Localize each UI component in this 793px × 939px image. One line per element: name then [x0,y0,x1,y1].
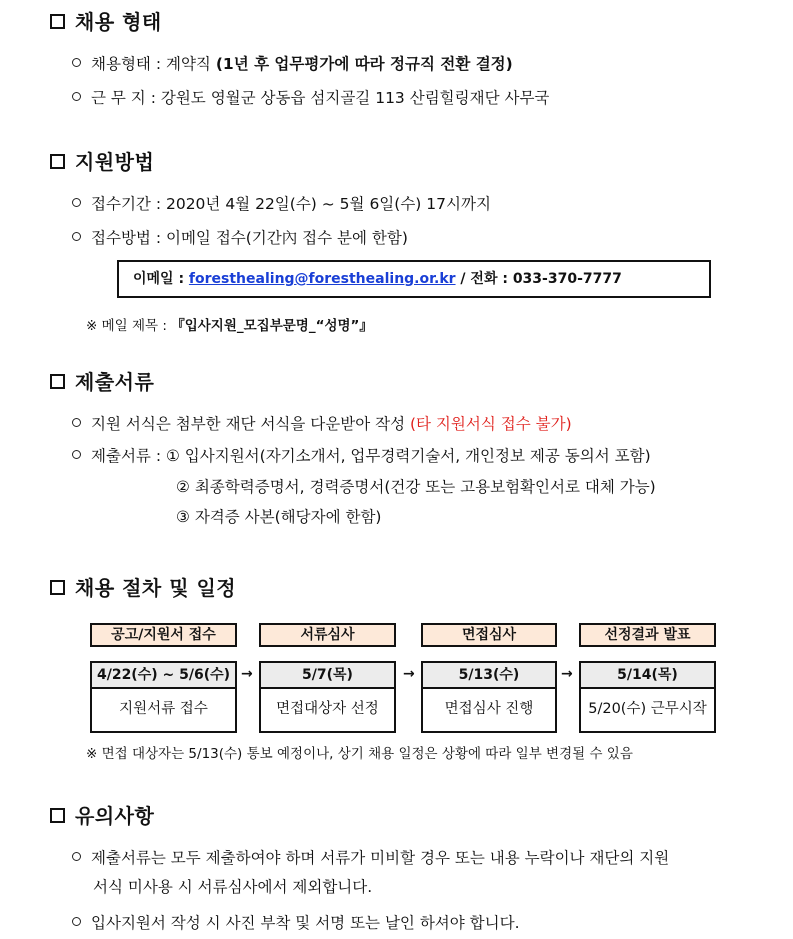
step-1-desc: 지원서류 접수 [90,689,237,733]
step-3-desc: 면접심사 진행 [421,689,557,733]
arrow-right-icon: → [561,666,573,682]
section-title-apply: 지원방법 [50,146,154,175]
contact-box: 이메일 : foresthealing@foresthealing.or.kr / 전화 : 033-370-7777 [117,260,711,298]
section-title-employment: 채용 형태 [50,6,162,35]
circle-bullet-icon [72,418,81,427]
step-4-date: 5/14(목) [579,661,716,689]
circle-bullet-icon [72,852,81,861]
step-3-date: 5/13(수) [421,661,557,689]
email-link[interactable]: foresthealing@foresthealing.or.kr [188,271,456,287]
section-title-documents: 제출서류 [50,366,154,395]
section-title-notes: 유의사항 [50,800,154,829]
documents-item-2: ② 최종학력증명서, 경력증명서(건강 또는 고용보험확인서로 대체 가능) [176,478,656,496]
circle-bullet-icon [72,917,81,926]
mail-subject-note: ※ 메일 제목 : 『입사지원_모집부문명_“성명”』 [86,318,373,334]
employment-location-line: 근 무 지 : 강원도 영월군 상동읍 섬지골길 113 산림힐링재단 사무국 [72,86,549,108]
circle-bullet-icon [72,58,81,67]
square-bullet-icon [50,154,65,169]
schedule-note: ※ 면접 대상자는 5/13(수) 통보 예정이나, 상기 채용 일정은 상황에 따라 일부 변경될 수 있음 [86,746,633,762]
notes-item-2: 입사지원서 작성 시 사진 부착 및 서명 또는 날인 하셔야 합니다. [72,911,520,933]
step-4-desc: 5/20(수) 근무시작 [579,689,716,733]
step-4-header: 선정결과 발표 [579,623,716,647]
employment-type-line: 채용형태 : 계약직 (1년 후 업무평가에 따라 정규직 전환 결정) [72,52,513,74]
circle-bullet-icon [72,92,81,101]
step-1-header: 공고/지원서 접수 [90,623,237,647]
arrow-right-icon: → [403,666,415,682]
circle-bullet-icon [72,198,81,207]
square-bullet-icon [50,374,65,389]
apply-method-line: 접수방법 : 이메일 접수(기간內 접수 분에 한함) [72,226,408,248]
step-2-header: 서류심사 [259,623,396,647]
arrow-right-icon: → [241,666,253,682]
step-2-date: 5/7(목) [259,661,396,689]
documents-item-3: ③ 자격증 사본(해당자에 한함) [176,508,382,526]
circle-bullet-icon [72,232,81,241]
step-1-date: 4/22(수) ~ 5/6(수) [90,661,237,689]
step-2-desc: 면접대상자 선정 [259,689,396,733]
documents-form-line: 지원 서식은 첨부한 재단 서식을 다운받아 작성 (타 지원서식 접수 불가) [72,412,572,434]
section-title-schedule: 채용 절차 및 일정 [50,572,236,601]
notes-item-1-cont: 서식 미사용 시 서류심사에서 제외합니다. [93,878,373,896]
documents-list-line: 제출서류 : ① 입사지원서(자기소개서, 업무경력기술서, 개인정보 제공 동의서 포함) [72,444,651,466]
notes-item-1: 제출서류는 모두 제출하여야 하며 서류가 미비할 경우 또는 내용 누락이나 재단의 지원 [72,846,669,868]
circle-bullet-icon [72,450,81,459]
apply-period-line: 접수기간 : 2020년 4월 22일(수) ~ 5월 6일(수) 17시까지 [72,192,491,214]
square-bullet-icon [50,14,65,29]
square-bullet-icon [50,580,65,595]
square-bullet-icon [50,808,65,823]
step-3-header: 면접심사 [421,623,557,647]
